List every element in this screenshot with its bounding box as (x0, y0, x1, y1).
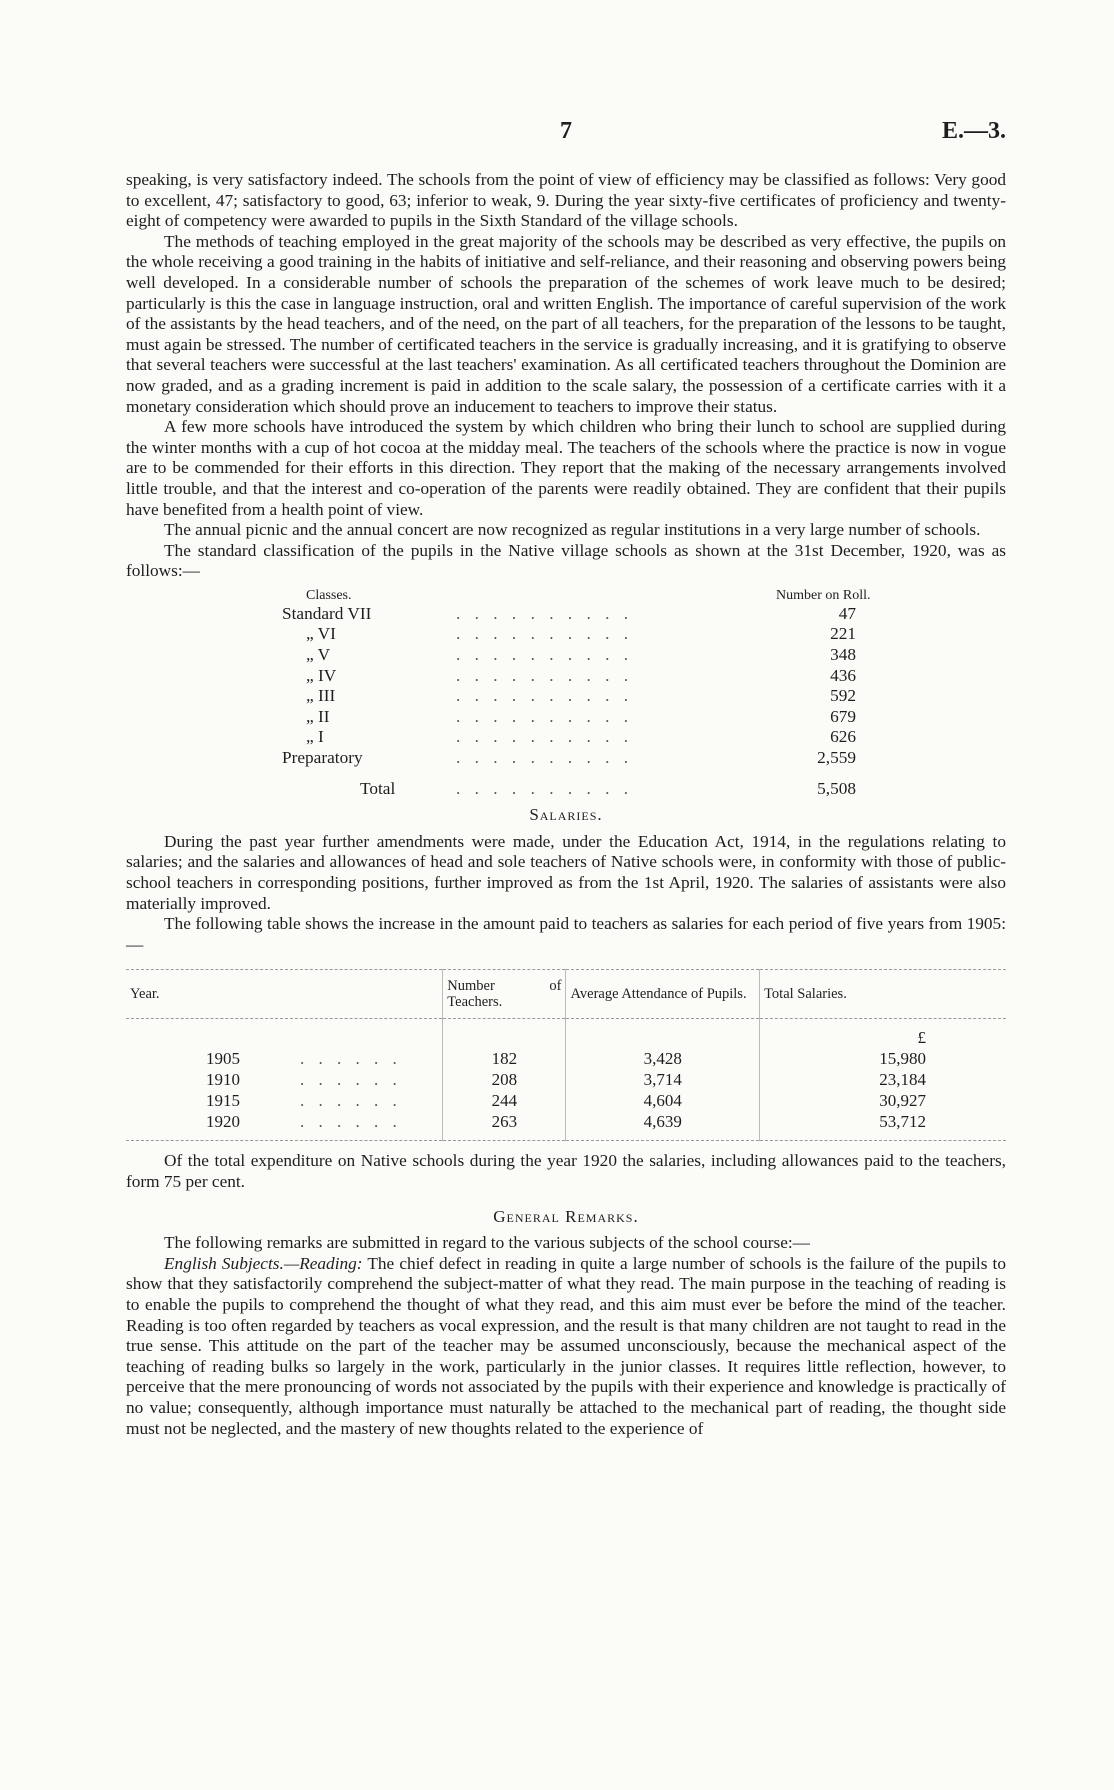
year-cell: 1910 (206, 1069, 240, 1089)
classification-header (126, 586, 1006, 604)
leader-dots: . . . . . . . . . . (456, 706, 634, 726)
class-name: Standard VII (282, 603, 372, 623)
leader-dots: . . . . . . (300, 1090, 402, 1110)
teachers-cell: 263 (443, 1111, 566, 1141)
attendance-cell: 3,714 (566, 1069, 760, 1090)
paragraph: The methods of teaching employed in the great majority of the schools may be described as very effective, the pupils on the whole receiving a good training in the habits of initiative and self-reliance, and their reasoning and observing powers being well developed. In a considerable number of schools the preparation of the schemes of work leave much to be desired; particularly is this the case in language instruction, oral and written English. The importance of careful supervision of the work of the assistants by the head teachers, and of the need, on the part of all teachers, for the preparation of the lessons to be taught, must again be stressed. The number of certificated teachers in the service is gradually increasing, and it is gratifying to observe that several teachers were successful at the last teachers' examination. As all certificated teachers throughout the Dominion are now graded, and as a grading increment is paid in addition to the scale salary, the possession of a certificate carries with it a monetary consideration which should prove an inducement to teachers to improve their status. (126, 231, 1006, 416)
paragraph-reading (126, 1254, 1006, 1439)
paragraph: The following remarks are submitted in regard to the various subjects of the school course:— (164, 1233, 810, 1253)
class-number: 626 (830, 727, 856, 747)
class-name: „ IV (306, 665, 337, 685)
leader-dots: . . . . . . . . . . (456, 603, 634, 623)
salaries-cell: 30,927 (760, 1090, 1006, 1111)
class-name: Preparatory (282, 748, 363, 768)
table-row (126, 1111, 1006, 1141)
table-row (126, 1069, 1006, 1090)
salaries-cell: 15,980 (760, 1048, 1006, 1069)
class-name: „ II (306, 706, 330, 726)
leader-dots: . . . . . . (300, 1069, 402, 1089)
classification-row (126, 645, 1006, 666)
class-number: 47 (838, 603, 856, 623)
salaries-table-header (126, 970, 1006, 1019)
year-cell: 1905 (206, 1048, 240, 1068)
document-code: E.—3. (941, 118, 1006, 144)
page-header (130, 118, 1006, 148)
class-number: 348 (830, 645, 856, 665)
leader-dots: . . . . . . . . . . (456, 645, 634, 665)
class-number: 2,559 (817, 748, 856, 768)
currency-unit: £ (760, 1019, 1006, 1049)
class-name: „ I (306, 727, 324, 747)
paragraph: The following table shows the increase in the amount paid to teachers as salaries for each period of five years from 1905:— (126, 914, 1006, 954)
year-cell: 1915 (206, 1090, 240, 1110)
class-number: 221 (830, 624, 856, 644)
classification-row (126, 666, 1006, 687)
classification-row (126, 727, 1006, 748)
class-name: „ VI (306, 624, 336, 644)
year-cell: 1920 (206, 1111, 240, 1131)
leader-dots: . . . . . . . . . . (456, 727, 634, 747)
attendance-cell: 4,604 (566, 1090, 760, 1111)
attendance-cell: 4,639 (566, 1111, 760, 1141)
teachers-cell: 208 (443, 1069, 566, 1090)
total-label: Total (360, 778, 396, 798)
salaries-cell: 53,712 (760, 1111, 1006, 1141)
paragraph: A few more schools have introduced the system by which children who bring their lunch to school are supplied during the winter months with a cup of hot cocoa at the midday meal. The teachers of the schools where the practice is now in vogue are to be commended for their efforts in this direction. They report that the making of the necessary arrangements involved little trouble, and that the interest and co-operation of the parents were readily obtained. They are confident that their pupils have benefited from a health point of view. (126, 417, 1006, 519)
total-value: 5,508 (817, 778, 856, 798)
paragraph-text: The chief defect in reading in quite a large number of schools is the failure of the pupils to show that they satisfactorily comprehend the subject-matter of what they read. The main purpose in the teaching of reading is to enable the pupils to comprehend the thought of what they read, and this aim must ever be before the mind of the teacher. Reading is too often regarded by teachers as vocal expression, and the result is that many children are not taught to read in the true sense. This attitude on the part of the teacher may be assumed unconsciously, because the mechanical aspect of the teaching of reading bulks so largely in the work, particularly in the junior classes. It requires little reflection, however, to perceive that the mere pronouncing of words not associated by the pupils with their experience and knowledge is practically of no value; consequently, although importance must naturally be attached to the mechanical part of reading, the thought side must not be neglected, and the mastery of new thoughts related to the experience of (126, 1253, 1006, 1438)
leader-dots: . . . . . . . . . . (456, 665, 634, 685)
classification-row (126, 748, 1006, 769)
section-heading-salaries: Salaries. (529, 805, 603, 825)
classification-table (126, 586, 1006, 799)
class-name: „ III (306, 686, 336, 706)
leader-dots: . . . . . . . . . . (456, 624, 634, 644)
classification-row (126, 624, 1006, 645)
classification-row (126, 604, 1006, 625)
classes-column-header: Classes. (306, 587, 352, 603)
classification-total-row (126, 779, 1006, 800)
document-body (126, 170, 1006, 1439)
paragraph: The annual picnic and the annual concert are now recognized as regular institutions in a very large number of schools. (164, 520, 981, 540)
leader-dots: . . . . . . . . . . (456, 748, 634, 768)
leader-dots: . . . . . . (300, 1048, 402, 1068)
leader-dots: . . . . . . . . . . (456, 778, 634, 798)
leader-dots: . . . . . . (300, 1111, 402, 1131)
classification-row (126, 707, 1006, 728)
attendance-column-header: Average Attendance of Pupils. (566, 970, 760, 1019)
subject-label: English Subjects.—Reading: (164, 1253, 363, 1273)
salaries-column-header: Total Salaries. (760, 970, 1006, 1019)
teachers-cell: 244 (443, 1090, 566, 1111)
salaries-cell: 23,184 (760, 1069, 1006, 1090)
table-row (126, 1048, 1006, 1069)
class-name: „ V (306, 645, 331, 665)
paragraph: speaking, is very satisfactory indeed. The schools from the point of view of efficiency may be classified as follows: Very good to excellent, 47; satisfactory to good, 63; inferior to weak, 9. During the year sixty-five certificates of proficiency and twenty-eight of competency were awarded to pupils in the Sixth Standard of the village schools. (126, 170, 1006, 231)
paragraph: During the past year further amendments were made, under the Education Act, 1914, in the regulations relating to salaries; and the salaries and allowances of head and sole teachers of Native schools were, in conformity with those of public-school teachers in corresponding positions, further improved as from the 1st April, 1920. The salaries of assistants were also materially improved. (126, 831, 1006, 913)
unit-row (126, 1019, 1006, 1049)
class-number: 679 (830, 706, 856, 726)
teachers-column-header: Number of Teachers. (443, 970, 566, 1019)
number-column-header: Number on Roll. (776, 587, 871, 603)
class-number: 592 (830, 686, 856, 706)
year-column-header: Year. (126, 970, 443, 1019)
teachers-cell: 182 (443, 1048, 566, 1069)
classification-row (126, 686, 1006, 707)
section-heading-general-remarks: General Remarks. (493, 1206, 639, 1226)
paragraph: Of the total expenditure on Native schools during the year 1920 the salaries, including allowances paid to the teachers, form 75 per cent. (126, 1151, 1006, 1191)
page-number: 7 (560, 118, 572, 144)
leader-dots: . . . . . . . . . . (456, 686, 634, 706)
paragraph: The standard classification of the pupils in the Native village schools as shown at the 31st December, 1920, was as follows:— (126, 540, 1006, 581)
table-row (126, 1090, 1006, 1111)
attendance-cell: 3,428 (566, 1048, 760, 1069)
salaries-table (126, 969, 1006, 1141)
class-number: 436 (830, 665, 856, 685)
